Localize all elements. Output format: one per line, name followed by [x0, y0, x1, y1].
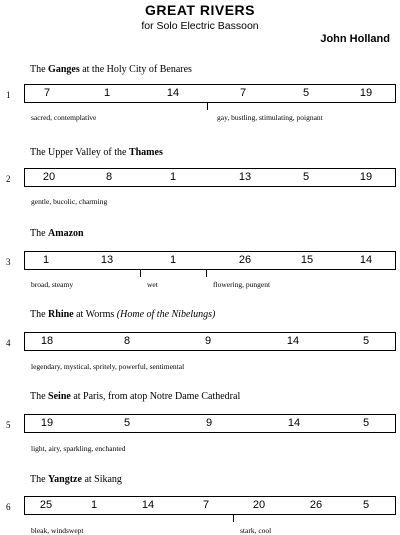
section-title-part: at Paris, from atop Notre Dame Cathedral [70, 391, 241, 402]
section-divider-tick [207, 103, 208, 110]
row-value: 14 [287, 417, 301, 429]
section-title-part: at Sikang [81, 474, 122, 485]
character-description: gay, bustling, stimulating, poignant [217, 113, 323, 122]
section-divider-tick [140, 270, 141, 277]
row-value: 1 [169, 254, 177, 266]
character-description: stark, cool [240, 526, 272, 535]
row-value: 1 [103, 87, 111, 99]
row-value: 20 [42, 171, 56, 183]
row-value: 5 [362, 499, 370, 511]
row-value: 20 [252, 499, 266, 511]
character-description: wet [147, 280, 158, 289]
row-value: 14 [141, 499, 155, 511]
row-value: 5 [302, 87, 310, 99]
row-value: 8 [105, 171, 113, 183]
row-value: 19 [359, 171, 373, 183]
row-value: 14 [286, 335, 300, 347]
row-value: 15 [300, 254, 314, 266]
section-title-part: The [30, 64, 49, 75]
row-value: 5 [123, 417, 131, 429]
row-value: 5 [302, 171, 310, 183]
row-value: 7 [239, 87, 247, 99]
section-title-part: The [30, 309, 49, 320]
character-description: legendary, mystical, spritely, powerful, sentimental [31, 362, 185, 371]
section-title-part: The [30, 228, 49, 239]
section-title-part: at the Holy City of Benares [79, 64, 192, 75]
section-title-part: Ganges [48, 64, 80, 75]
character-description: broad, steamy [31, 280, 74, 289]
section-title-part: at Worms [73, 309, 117, 320]
row-value: 5 [362, 335, 370, 347]
section-title-part: Amazon [48, 228, 84, 239]
row-value: 25 [39, 499, 53, 511]
section-number: 4 [6, 338, 11, 348]
row-value: 8 [123, 335, 131, 347]
row-value: 1 [90, 499, 98, 511]
number-row-box [24, 84, 396, 103]
character-description: bleak, windswept [31, 526, 84, 535]
section-title-part: The [30, 474, 49, 485]
section-number: 2 [6, 174, 11, 184]
row-value: 7 [202, 499, 210, 511]
piece-title: GREAT RIVERS [145, 2, 255, 18]
row-value: 1 [42, 254, 50, 266]
section-number: 5 [6, 420, 11, 430]
section-title-part: Thames [128, 147, 163, 158]
section-divider-tick [233, 515, 234, 522]
character-description: light, airy, sparkling, enchanted [31, 444, 126, 453]
number-row-box [24, 332, 396, 351]
section-title [30, 309, 215, 320]
row-value: 18 [40, 335, 54, 347]
section-title-part: Seine [48, 391, 71, 402]
number-row-box [24, 168, 396, 187]
section-title-part: Yangtze [48, 474, 82, 485]
row-value: 26 [238, 254, 252, 266]
section-number: 6 [6, 502, 11, 512]
row-value: 1 [169, 171, 177, 183]
row-value: 14 [359, 254, 373, 266]
composer-name: John Holland [320, 33, 390, 45]
section-number: 3 [6, 257, 11, 267]
section-title [30, 228, 84, 239]
section-title-part: Rhine [48, 309, 74, 320]
section-divider-tick [206, 270, 207, 277]
section-title [30, 147, 163, 158]
row-value: 19 [359, 87, 373, 99]
character-description: gentle, bucolic, charming [31, 197, 108, 206]
number-row-box [24, 251, 396, 270]
row-value: 7 [43, 87, 51, 99]
row-value: 13 [238, 171, 252, 183]
section-title-part: The Upper Valley of the [30, 147, 129, 158]
row-value: 9 [205, 417, 213, 429]
row-value: 14 [166, 87, 180, 99]
row-value: 9 [204, 335, 212, 347]
row-value: 5 [362, 417, 370, 429]
number-row-box [24, 496, 396, 515]
row-value: 26 [309, 499, 323, 511]
piece-subtitle: for Solo Electric Bassoon [141, 20, 259, 32]
section-title-part: The [30, 391, 49, 402]
section-number: 1 [6, 90, 11, 100]
row-value: 13 [100, 254, 114, 266]
character-description: sacred, contemplative [31, 113, 97, 122]
section-title [30, 474, 122, 485]
character-description: flowering, pungent [213, 280, 271, 289]
section-title [30, 64, 192, 75]
row-value: 19 [40, 417, 54, 429]
number-row-box [24, 414, 396, 433]
section-title [30, 391, 240, 402]
section-title-part: (Home of the Nibelungs) [116, 309, 216, 320]
